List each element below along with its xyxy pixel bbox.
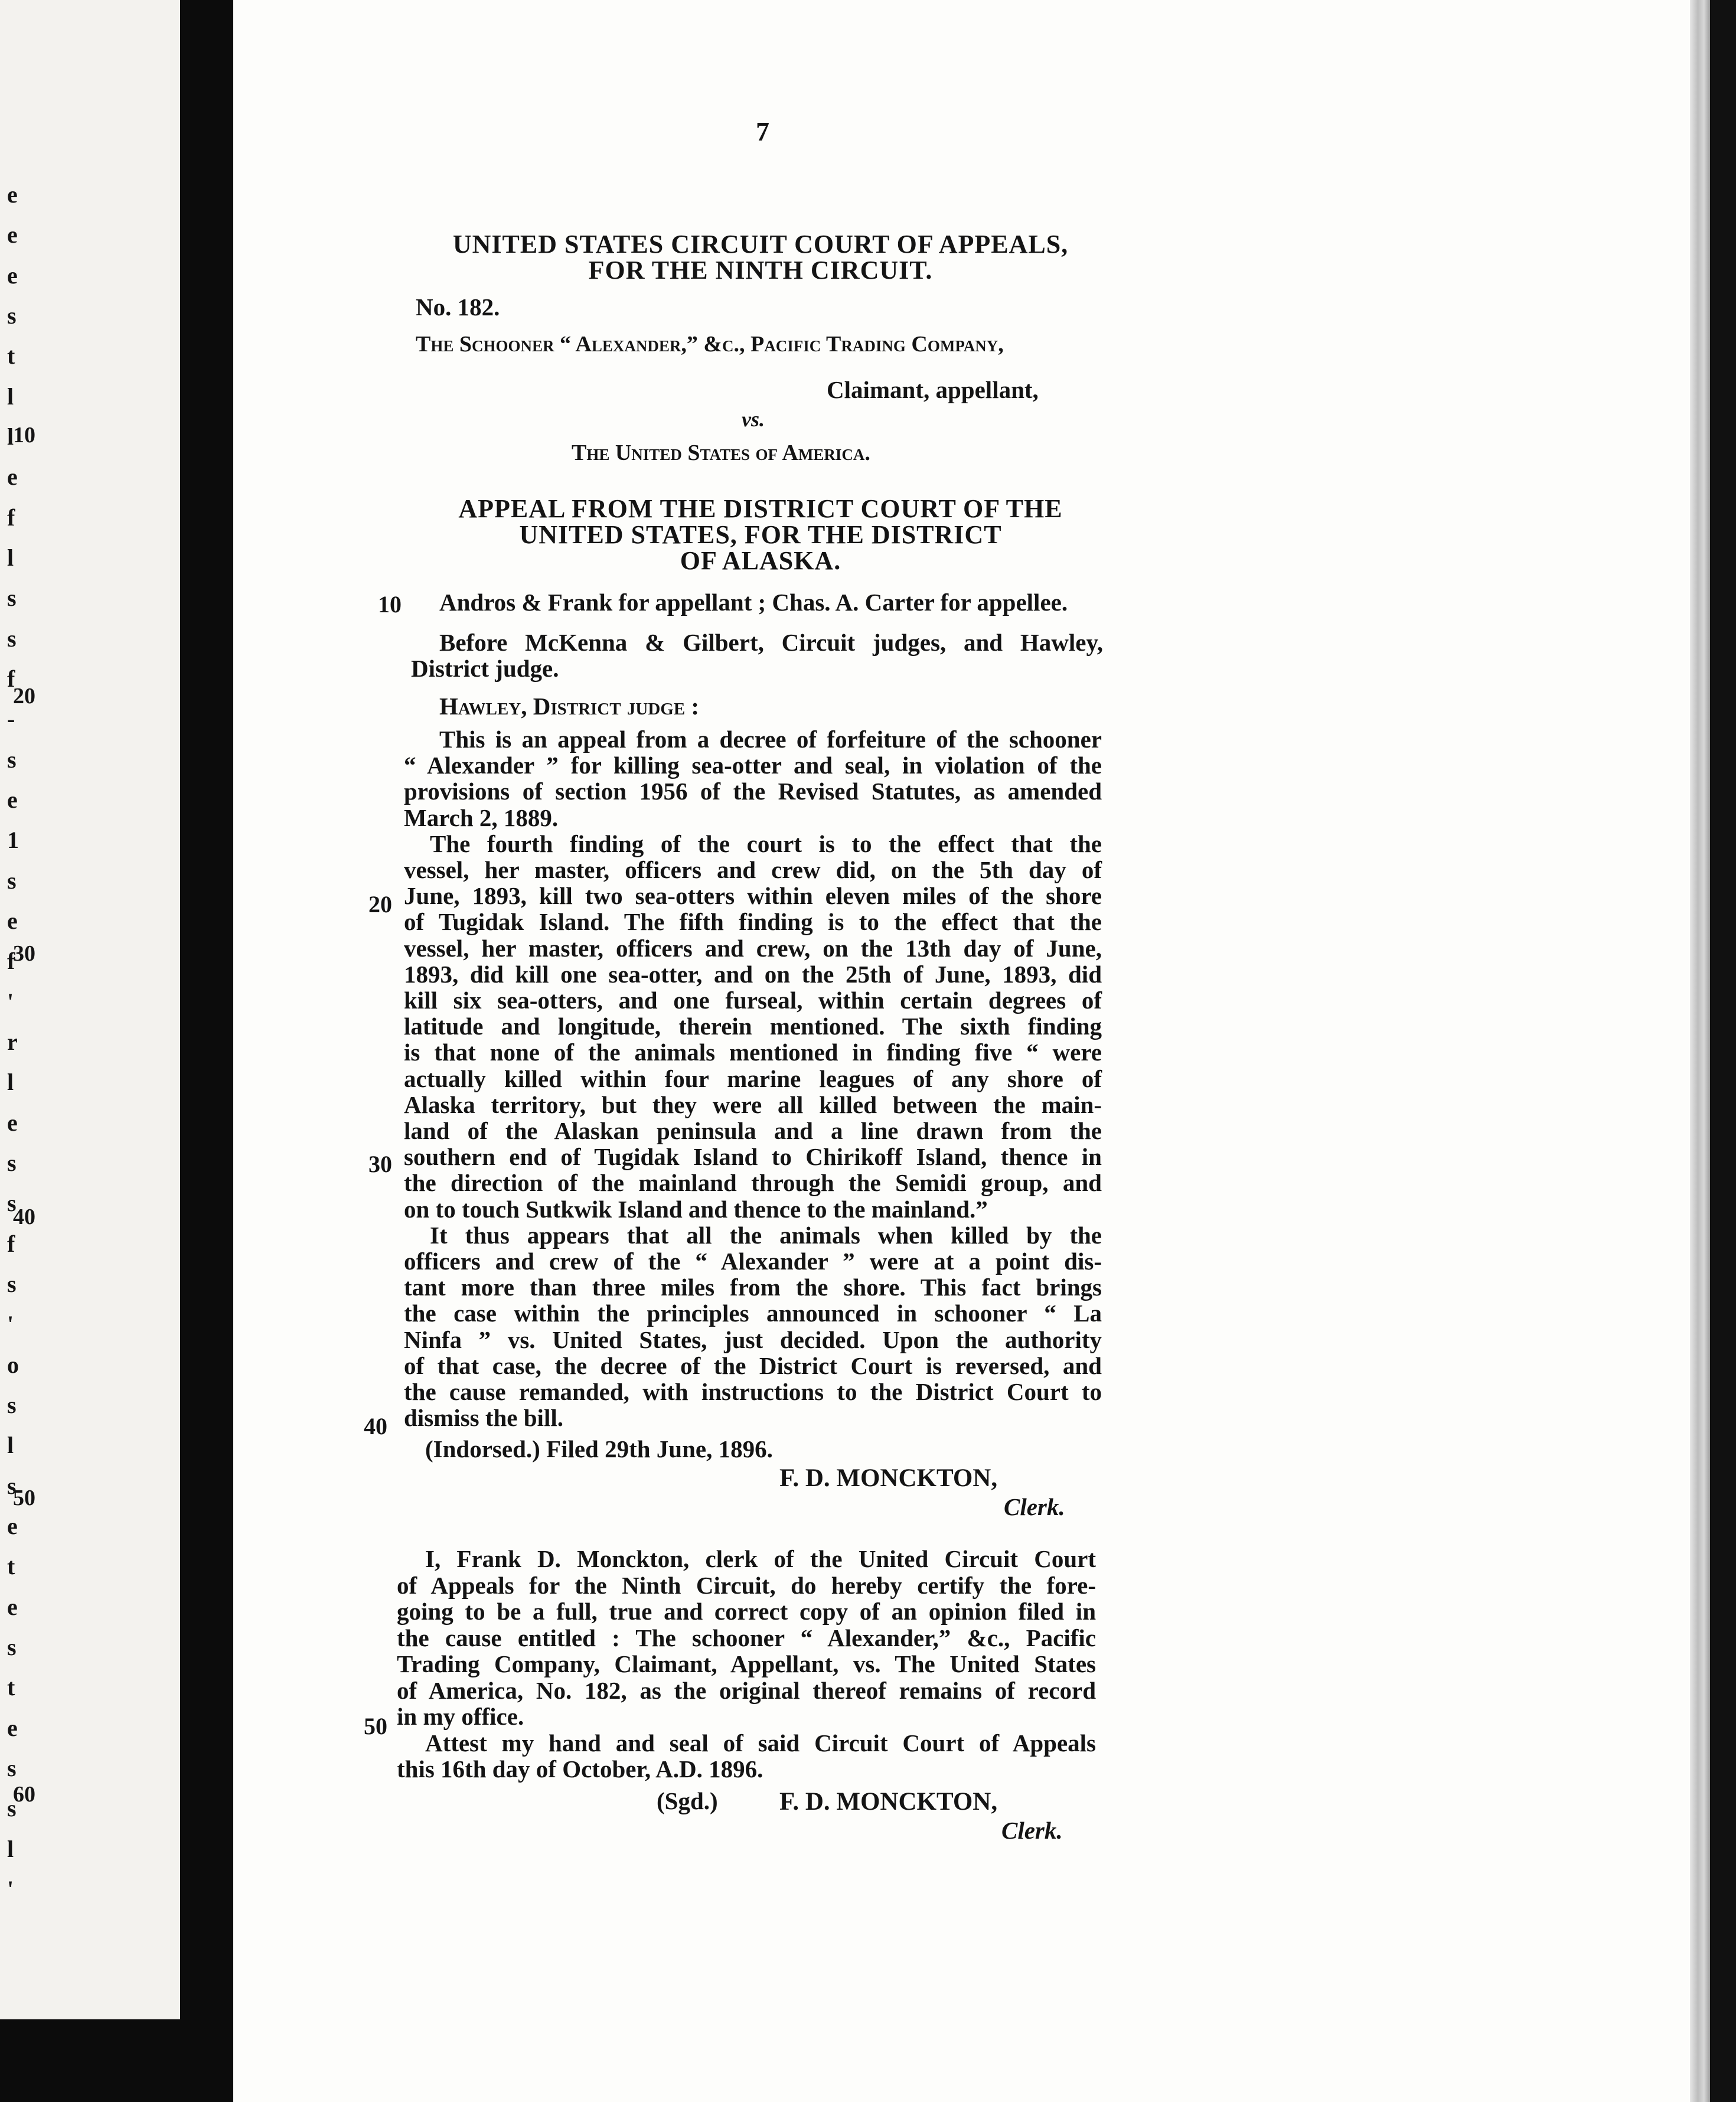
left-facing-page — [0, 0, 180, 2019]
caption-line-1: The Schooner “ Alexander,” &c., Pacific Trading Company, — [416, 332, 1004, 357]
clerk-title-2: Clerk. — [1001, 1817, 1063, 1844]
opinion-line: 1893, did kill one sea-otter, and on the 25th of June, 1893, did — [404, 960, 1102, 988]
bench-line-2: District judge. — [411, 655, 559, 682]
certificate-line: going to be a full, true and correct copy of an opinion filed in — [397, 1598, 1096, 1625]
clerk-title-1: Clerk. — [1004, 1493, 1065, 1520]
court-title-line-1: UNITED STATES CIRCUIT COURT OF APPEALS, — [452, 230, 1069, 259]
margin-line-number: 50 — [364, 1713, 387, 1739]
left-page-line-number: 50 — [13, 1486, 35, 1510]
edge-glyph: e — [7, 221, 18, 249]
margin-line-number: 10 — [378, 591, 402, 618]
margin-line-number: 30 — [368, 1151, 392, 1177]
appeal-heading-line-1: APPEAL FROM THE DISTRICT COURT OF THE — [458, 494, 1063, 523]
certificate-line: Attest my hand and seal of said Circuit Court of Appeals — [425, 1729, 1096, 1757]
opinion-line: vessel, her master, officers and crew, on the 13th day of June, — [404, 934, 1102, 962]
edge-glyph: e — [7, 262, 18, 289]
edge-glyph: e — [7, 786, 18, 813]
opinion-line: June, 1893, kill two sea-otters within eleven miles of the shore — [404, 882, 1102, 910]
edge-glyph: s — [7, 1755, 17, 1781]
left-page-line-number: 60 — [13, 1782, 35, 1807]
opinion-line: It thus appears that all the animals when killed by the — [430, 1221, 1102, 1249]
opinion-line: land of the Alaskan peninsula and a line drawn from the — [404, 1117, 1102, 1144]
edge-glyph: 1 — [7, 827, 19, 854]
edge-glyph: t — [7, 1674, 15, 1701]
opinion-line: Alaska territory, but they were all killed between the main- — [404, 1091, 1102, 1118]
page-edge — [1690, 0, 1710, 2102]
left-page-line-number: 30 — [13, 941, 35, 966]
opinion-line: the cause remanded, with instructions to the District Court to — [404, 1378, 1102, 1405]
certificate-line: Trading Company, Claimant, Appellant, vs. The United States — [397, 1650, 1096, 1677]
edge-glyph: f — [7, 948, 15, 975]
opinion-line: on to touch Sutkwik Island and thence to the mainland.” — [404, 1195, 988, 1223]
opinion-line: dismiss the bill. — [404, 1404, 563, 1432]
case-number: No. 182. — [416, 293, 500, 321]
edge-glyph: e — [7, 464, 18, 491]
caption-line-3: The United States of America. — [572, 440, 870, 465]
edge-glyph: e — [7, 1593, 18, 1620]
clerk-name-2: F. D. MONCKTON, — [779, 1788, 998, 1816]
edge-glyph: s — [7, 746, 17, 773]
edge-glyph: l — [7, 423, 14, 450]
opinion-line: the case within the principles announced in schooner “ La — [404, 1300, 1102, 1327]
certificate-line: this 16th day of October, A.D. 1896. — [397, 1755, 763, 1783]
edge-glyph: e — [7, 1714, 18, 1741]
edge-glyph: s — [7, 625, 17, 652]
opinion-line: tant more than three miles from the shore. This fact brings — [404, 1274, 1102, 1301]
edge-glyph: ' — [7, 1311, 14, 1338]
signed-marker: (Sgd.) — [657, 1787, 718, 1814]
opinion-line: latitude and longitude, therein mentioned. The sixth finding — [404, 1013, 1102, 1040]
certificate-line: in my office. — [397, 1703, 524, 1730]
left-page-line-number: 10 — [13, 423, 35, 448]
edge-glyph: ' — [7, 1876, 14, 1902]
edge-glyph: t — [7, 342, 15, 370]
scan-border — [1710, 0, 1736, 2102]
certificate-line: of Appeals for the Ninth Circuit, do hereby certify the fore- — [397, 1571, 1096, 1599]
appeal-heading-line-2: UNITED STATES, FOR THE DISTRICT — [519, 520, 1002, 549]
edge-glyph: e — [7, 908, 18, 934]
edge-glyph: s — [7, 1392, 17, 1418]
margin-line-number: 40 — [364, 1413, 387, 1440]
certificate-line: of America, No. 182, as the original thereof remains of record — [397, 1676, 1096, 1704]
edge-glyph: l — [7, 1432, 14, 1459]
edge-glyph: s — [7, 1795, 17, 1822]
opinion-line: of that case, the decree of the District Court is reversed, and — [404, 1352, 1102, 1379]
edge-glyph: s — [7, 302, 17, 329]
left-page-line-number: 20 — [13, 684, 35, 709]
edge-glyph: s — [7, 585, 17, 612]
edge-glyph: l — [7, 1069, 14, 1096]
edge-glyph: l — [7, 544, 14, 571]
appeal-heading-line-3: OF ALASKA. — [680, 546, 841, 575]
opinion-line: vessel, her master, officers and crew did, on the 5th day of — [404, 856, 1102, 883]
edge-glyph: s — [7, 1634, 17, 1660]
edge-glyph: o — [7, 1351, 19, 1378]
indorsement: (Indorsed.) Filed 29th June, 1896. — [425, 1435, 773, 1463]
opinion-line: “ Alexander ” for killing sea-otter and seal, in violation of the — [404, 752, 1102, 779]
edge-glyph: r — [7, 1029, 18, 1055]
judge-heading: Hawley, District judge : — [439, 693, 700, 720]
opinion-line: of Tugidak Island. The fifth finding is to the effect that the — [404, 908, 1102, 936]
page-number: 7 — [756, 116, 769, 146]
bench-line-1: Before McKenna & Gilbert, Circuit judges, and Hawley, — [439, 629, 1103, 656]
opinion-line: This is an appeal from a decree of forfeiture of the schooner — [439, 726, 1102, 753]
opinion-line: kill six sea-otters, and one furseal, within certain degrees of — [404, 987, 1102, 1014]
edge-glyph: f — [7, 665, 15, 692]
caption-line-2: Claimant, appellant, — [827, 376, 1039, 403]
opinion-line: The fourth finding of the court is to the effect that the — [430, 830, 1102, 857]
opinion-line: Ninfa ” vs. United States, just decided. Upon the authority — [404, 1326, 1102, 1353]
counsel-line: Andros & Frank for appellant ; Chas. A. Carter for appellee. — [439, 589, 1068, 616]
opinion-line: southern end of Tugidak Island to Chirikoff Island, thence in — [404, 1143, 1102, 1171]
opinion-line: actually killed within four marine leagues of any shore of — [404, 1065, 1102, 1092]
certificate-line: I, Frank D. Monckton, clerk of the United Circuit Court — [425, 1545, 1096, 1572]
court-title-line-2: FOR THE NINTH CIRCUIT. — [588, 256, 933, 285]
edge-glyph: l — [7, 1835, 14, 1862]
edge-glyph: s — [7, 1190, 17, 1217]
edge-glyph: e — [7, 1109, 18, 1136]
clerk-name-1: F. D. MONCKTON, — [779, 1464, 998, 1492]
edge-glyph: s — [7, 867, 17, 894]
edge-glyph: l — [7, 383, 14, 410]
edge-glyph: f — [7, 1230, 15, 1257]
edge-glyph: t — [7, 1553, 15, 1580]
caption-versus: vs. — [742, 407, 765, 431]
edge-glyph: ' — [7, 988, 14, 1015]
edge-glyph: s — [7, 1150, 17, 1176]
edge-glyph: e — [7, 1513, 18, 1539]
edge-glyph: f — [7, 504, 15, 531]
edge-glyph: e — [7, 181, 18, 208]
opinion-line: is that none of the animals mentioned in finding five “ were — [404, 1039, 1102, 1066]
left-page-line-number: 40 — [13, 1205, 35, 1229]
certificate-line: the cause entitled : The schooner “ Alexander,” &c., Pacific — [397, 1624, 1096, 1651]
opinion-line: provisions of section 1956 of the Revised Statutes, as amended — [404, 778, 1102, 805]
opinion-line: the direction of the mainland through the Semidi group, and — [404, 1169, 1102, 1197]
opinion-line: March 2, 1889. — [404, 804, 559, 831]
opinion-line: officers and crew of the “ Alexander ” were at a point dis- — [404, 1248, 1102, 1275]
edge-glyph: - — [7, 706, 15, 733]
edge-glyph: s — [7, 1472, 17, 1499]
margin-line-number: 20 — [368, 891, 392, 918]
edge-glyph: s — [7, 1271, 17, 1297]
